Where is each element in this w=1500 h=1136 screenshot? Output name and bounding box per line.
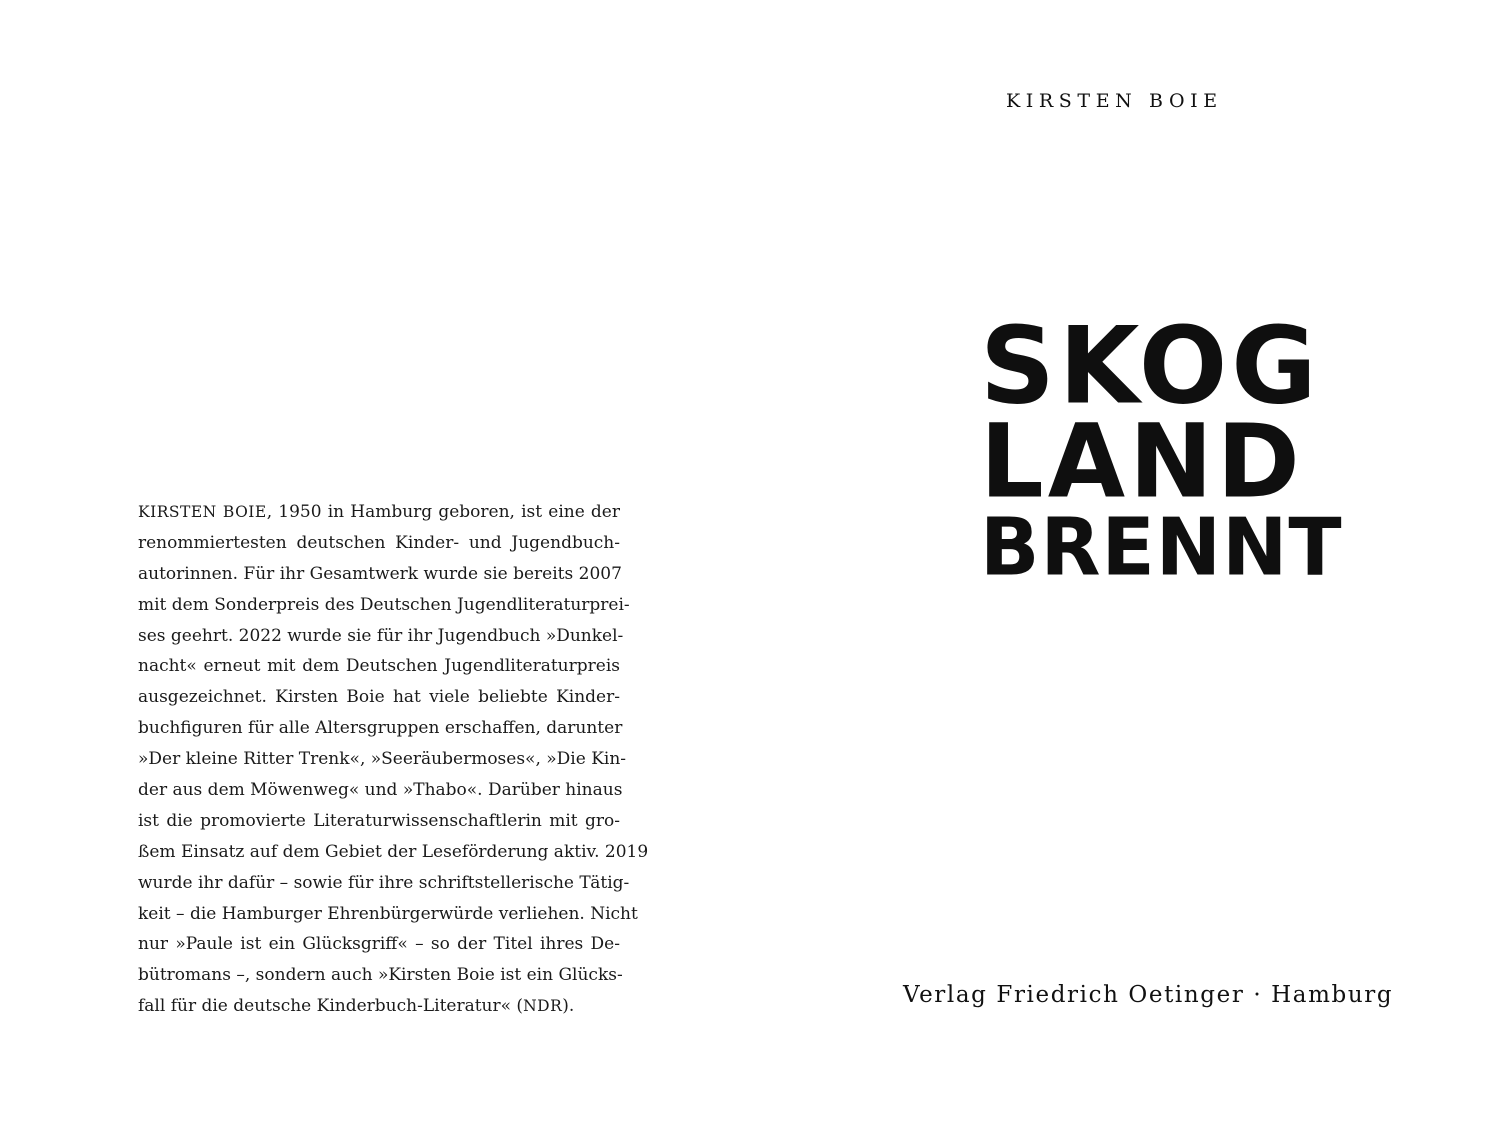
- bio-line: bütromans –, sondern auch »Kirsten Boie ist ein Glücks-: [138, 965, 623, 986]
- bio-line: KIRSTEN BOIE, 1950 in Hamburg geboren, ist eine der: [138, 502, 620, 522]
- bio-line: ses geehrt. 2022 wurde sie für ihr Jugendbuch »Dunkel-: [138, 625, 624, 646]
- bio-line: buchfiguren für alle Altersgruppen erschaffen, darunter: [138, 718, 623, 739]
- book-title: [980, 303, 1343, 594]
- bio-line: ausgezeichnet. Kirsten Boie hat viele beliebte Kinder-: [138, 687, 620, 708]
- bio-line: ßem Einsatz auf dem Gebiet der Leseförderung aktiv. 2019: [138, 841, 649, 862]
- bio-line: ist die promovierte Literaturwissenschaftlerin mit gro-: [138, 810, 620, 831]
- bio-line: nacht« erneut mit dem Deutschen Jugendliteraturpreis: [138, 656, 620, 677]
- title-line-2: LAND: [980, 401, 1304, 522]
- bio-line: fall für die deutsche Kinderbuch-Literatur« (NDR).: [138, 996, 575, 1017]
- bio-line: nur »Paule ist ein Glücksgriff« – so der Titel ihres De-: [138, 934, 620, 955]
- bio-line: mit dem Sonderpreis des Deutschen Jugendliteraturprei-: [138, 594, 630, 615]
- bio-author-name: KIRSTEN BOIE: [138, 503, 267, 521]
- bio-line: »Der kleine Ritter Trenk«, »Seeräubermoses«, »Die Kin-: [138, 749, 627, 770]
- author-name: KIRSTEN BOIE: [1006, 90, 1223, 112]
- bio-line: keit – die Hamburger Ehrenbürgerwürde verliehen. Nicht: [138, 903, 638, 924]
- author-biography: [138, 497, 649, 1022]
- bio-source-abbrev: NDR: [523, 997, 563, 1016]
- bio-line: renommiertesten deutschen Kinder- und Jugendbuch-: [138, 532, 620, 553]
- bio-line: der aus dem Möwenweg« und »Thabo«. Darüber hinaus: [138, 780, 623, 801]
- bio-line: autorinnen. Für ihr Gesamtwerk wurde sie bereits 2007: [138, 563, 622, 584]
- publisher-imprint: Verlag Friedrich Oetinger · Hamburg: [903, 982, 1394, 1008]
- bio-line: wurde ihr dafür – sowie für ihre schriftstellerische Tätig-: [138, 872, 630, 893]
- title-line-1: SKOG: [980, 303, 1321, 429]
- title-line-3: BRENNT: [980, 502, 1343, 594]
